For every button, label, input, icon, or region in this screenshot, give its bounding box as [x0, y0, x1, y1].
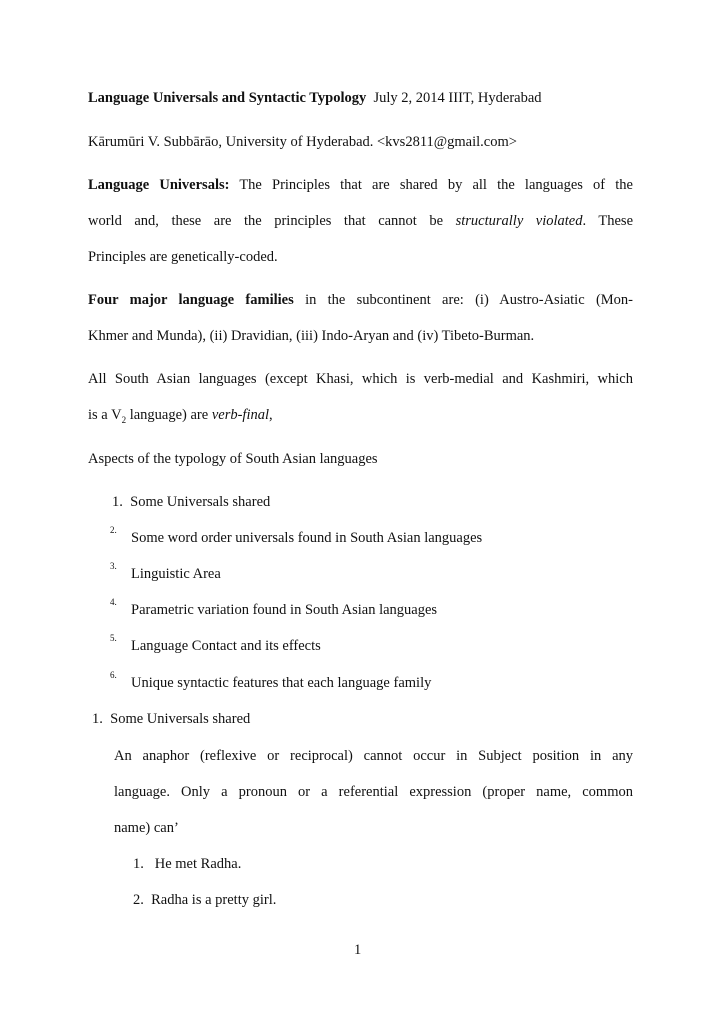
list-number: 5. — [110, 633, 117, 643]
universals-line-1: Language Universals: The Principles that are shared by all the languages of the — [88, 177, 633, 193]
author-line: Kārumūri V. Subbārāo, University of Hyderabad. <kvs2811@gmail.com> — [88, 134, 517, 150]
universals-line-2: world and, these are the principles that cannot be structurally violated. These — [88, 213, 634, 229]
section-heading — [92, 709, 250, 729]
page-number: 1 — [354, 942, 362, 958]
list-number: 4. — [110, 597, 117, 607]
list-item — [112, 492, 270, 512]
section-line-1: An anaphor (reflexive or reciprocal) cannot occur in Subject position in any — [114, 748, 633, 764]
list-text: Some word order universals found in South Asian languages — [131, 530, 483, 546]
document-title: Language Universals and Syntactic Typology — [88, 90, 367, 106]
universals-line-3: Principles are genetically-coded. — [88, 249, 278, 265]
list-text: Language Contact and its effects — [131, 638, 321, 654]
list-text: Some Universals shared — [130, 494, 271, 510]
universals-term: Language Universals: — [88, 177, 230, 193]
list-number: 2. — [110, 525, 117, 535]
example-item — [133, 890, 276, 910]
aspects-heading: Aspects of the typology of South Asian languages — [88, 451, 378, 467]
order-line-1: All South Asian languages (except Khasi, which is verb-medial and Kashmiri, which — [88, 371, 633, 387]
header-line — [88, 88, 542, 108]
list-number: 6. — [110, 670, 117, 680]
emphasis-structurally-violated: structurally violated — [455, 213, 583, 229]
section-line-3: name) can’ — [114, 820, 179, 836]
section-title: Some Universals shared — [110, 711, 251, 727]
example-item — [133, 854, 241, 874]
example-number: 1. — [133, 856, 144, 872]
event-info: July 2, 2014 IIIT, Hyderabad — [373, 90, 542, 106]
list-text: Unique syntactic features that each language family — [131, 675, 432, 691]
families-line-1: Four major language families in the subcontinent are: (i) Austro-Asiatic (Mon- — [88, 292, 634, 308]
order-line-2: is a $V_2$ language) are verb-final, — [88, 407, 273, 425]
list-text: Linguistic Area — [131, 566, 221, 582]
section-number: 1. — [92, 711, 103, 727]
list-number: 1. — [112, 494, 123, 510]
list-number: 3. — [110, 561, 117, 571]
families-term: Four major language families — [88, 292, 294, 308]
section-line-2: language. Only a pronoun or a referential expression (proper name, common — [114, 784, 633, 800]
example-number: 2. — [133, 892, 144, 908]
example-text: He met Radha. — [154, 856, 242, 872]
list-text: Parametric variation found in South Asian languages — [131, 602, 438, 618]
families-line-2: Khmer and Munda), (ii) Dravidian, (iii) Indo-Aryan and (iv) Tibeto-Burman. — [88, 328, 535, 344]
example-text: Radha is a pretty girl. — [151, 892, 277, 908]
emphasis-verb-final: verb-final — [211, 407, 270, 423]
